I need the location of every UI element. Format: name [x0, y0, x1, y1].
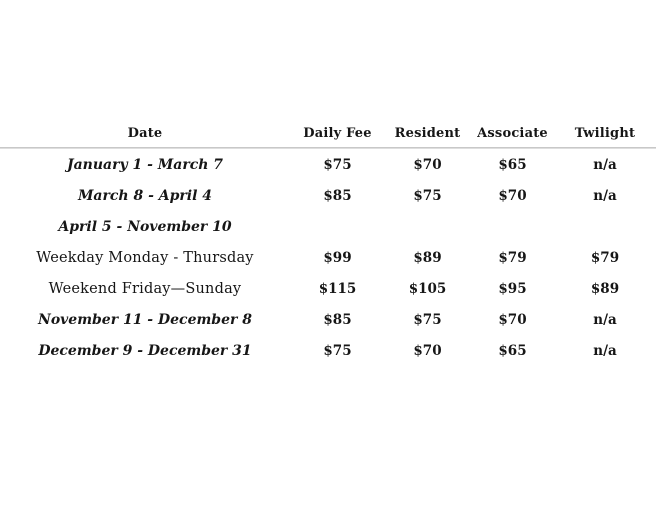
table-row-weekday	[0, 242, 656, 273]
associate-cell: $65	[498, 156, 527, 173]
associate-cell: $70	[498, 311, 527, 328]
col-header-associate: Associate	[477, 126, 548, 141]
table-row-weekend	[0, 273, 656, 304]
table-row-mar8-apr4	[0, 180, 656, 211]
daily-fee-cell: $75	[323, 156, 352, 173]
associate-cell: $79	[498, 249, 527, 266]
twilight-cell: n/a	[593, 342, 617, 359]
resident-cell: $70	[413, 156, 442, 173]
table-row-dec9-dec31	[0, 335, 656, 366]
associate-cell: $70	[498, 187, 527, 204]
date-cell: Weekday Monday - Thursday	[36, 249, 254, 266]
daily-fee-cell: $115	[318, 280, 357, 297]
resident-cell: $75	[413, 187, 442, 204]
twilight-cell: n/a	[593, 311, 617, 328]
table-row-apr5-nov10-group	[0, 211, 656, 242]
date-cell: December 9 - December 31	[38, 342, 252, 359]
daily-fee-cell: $85	[323, 187, 352, 204]
twilight-cell: n/a	[593, 187, 617, 204]
resident-cell: $70	[413, 342, 442, 359]
col-header-resident: Resident	[394, 126, 461, 141]
associate-cell: $65	[498, 342, 527, 359]
daily-fee-cell: $75	[323, 342, 352, 359]
daily-fee-cell: $85	[323, 311, 352, 328]
twilight-cell: n/a	[593, 156, 617, 173]
twilight-cell: $89	[590, 280, 620, 297]
resident-cell: $89	[413, 249, 442, 266]
date-cell: March 8 - April 4	[77, 187, 213, 204]
fees-table	[0, 118, 656, 366]
table-row-nov11-dec8	[0, 304, 656, 335]
table-header-row	[0, 118, 656, 147]
twilight-cell: $79	[590, 249, 620, 266]
resident-cell: $75	[413, 311, 442, 328]
resident-cell: $105	[408, 280, 447, 297]
date-cell: April 5 - November 10	[58, 218, 232, 235]
associate-cell: $95	[498, 280, 527, 297]
date-cell: November 11 - December 8	[38, 311, 252, 328]
col-header-date: Date	[127, 126, 163, 141]
col-header-twilight: Twilight	[574, 126, 636, 141]
date-cell: January 1 - March 7	[66, 156, 224, 173]
table-row-jan1-mar7	[0, 149, 656, 180]
date-cell: Weekend Friday—Sunday	[48, 280, 242, 297]
daily-fee-cell: $99	[323, 249, 352, 266]
col-header-daily-fee: Daily Fee	[303, 126, 372, 141]
